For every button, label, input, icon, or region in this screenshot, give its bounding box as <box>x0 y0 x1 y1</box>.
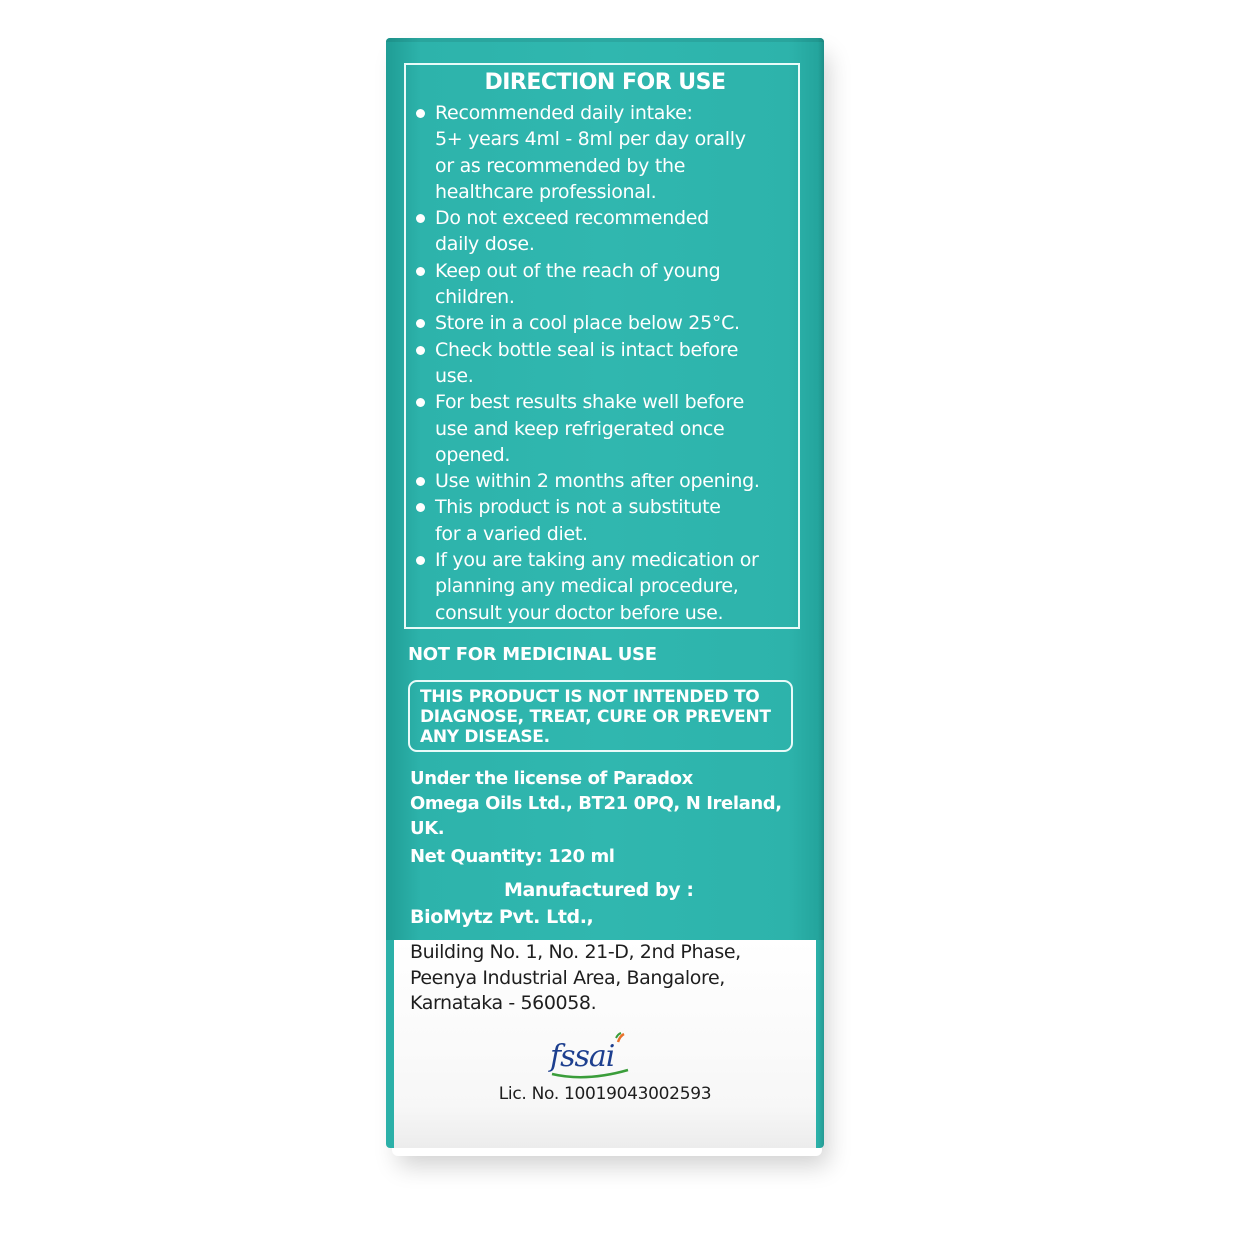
direction-item <box>416 258 796 311</box>
directions-list <box>416 100 796 626</box>
direction-line: Use within 2 months after opening. <box>435 470 760 493</box>
direction-line: healthcare professional. <box>435 180 657 203</box>
fssai-license-number: Lic. No. 10019043002593 <box>498 1084 712 1104</box>
license-line: Under the license of Paradox <box>410 768 693 789</box>
direction-item <box>416 494 796 547</box>
direction-item <box>416 547 796 626</box>
bullet-icon <box>416 346 425 355</box>
manufactured-by-label: Manufactured by : <box>504 879 694 901</box>
net-quantity: Net Quantity: 120 ml <box>410 846 615 867</box>
direction-line: use and keep refrigerated once <box>435 417 725 440</box>
manufacturer-address <box>410 940 810 1017</box>
not-for-medicinal-use-heading: NOT FOR MEDICINAL USE <box>408 644 657 665</box>
disclaimer-box <box>408 680 793 752</box>
bullet-icon <box>416 214 425 223</box>
direction-line: 5+ years 4ml - 8ml per day orally <box>435 128 746 151</box>
box-right-edge <box>818 38 824 1148</box>
address-line: Peenya Industrial Area, Bangalore, <box>410 966 725 989</box>
bullet-icon <box>416 477 425 486</box>
direction-item <box>416 389 796 468</box>
direction-line: planning any medical procedure, <box>435 575 739 598</box>
address-line: Karnataka - 560058. <box>410 992 597 1014</box>
direction-line: Keep out of the reach of young <box>435 259 721 282</box>
box-top-edge <box>386 38 824 42</box>
direction-line: or as recommended by the <box>435 154 686 177</box>
svg-text:fssai: fssai <box>550 1039 615 1074</box>
direction-line: Do not exceed recommended <box>435 207 709 230</box>
bullet-icon <box>416 556 425 565</box>
direction-line: opened. <box>435 443 511 466</box>
direction-line: Store in a cool place below 25°C. <box>435 312 740 335</box>
disclaimer-line: ANY DISEASE. <box>420 727 550 747</box>
direction-item <box>416 337 796 390</box>
fssai-logo <box>546 1032 636 1080</box>
bullet-icon <box>416 319 425 328</box>
direction-line: For best results shake well before <box>435 391 744 414</box>
direction-line: daily dose. <box>435 233 535 256</box>
direction-item <box>416 310 796 336</box>
bullet-icon <box>416 267 425 276</box>
direction-item <box>416 205 796 258</box>
direction-line: children. <box>435 286 515 309</box>
direction-line: use. <box>435 364 474 387</box>
direction-line: consult your doctor before use. <box>435 601 724 624</box>
address-line: Building No. 1, No. 21-D, 2nd Phase, <box>410 941 741 963</box>
direction-line: Recommended daily intake: <box>435 102 693 124</box>
bullet-icon <box>416 109 425 118</box>
license-line: Omega Oils Ltd., BT21 0PQ, N Ireland, <box>410 793 782 814</box>
direction-line: Check bottle seal is intact before <box>435 338 739 361</box>
product-box-back <box>386 38 824 1148</box>
license-line: UK. <box>410 818 445 839</box>
direction-item <box>416 468 796 494</box>
direction-line: This product is not a substitute <box>435 496 721 519</box>
bullet-icon <box>416 398 425 407</box>
manufacturer-name: BioMytz Pvt. Ltd., <box>410 906 594 928</box>
direction-line: If you are taking any medication or <box>435 549 759 572</box>
bullet-icon <box>416 503 425 512</box>
direction-item <box>416 100 796 205</box>
directions-title: DIRECTION FOR USE <box>484 70 726 95</box>
direction-line: for a varied diet. <box>435 522 588 545</box>
disclaimer-line: DIAGNOSE, TREAT, CURE OR PREVENT <box>420 707 771 727</box>
license-text <box>410 766 810 841</box>
disclaimer-line: THIS PRODUCT IS NOT INTENDED TO <box>420 687 760 707</box>
